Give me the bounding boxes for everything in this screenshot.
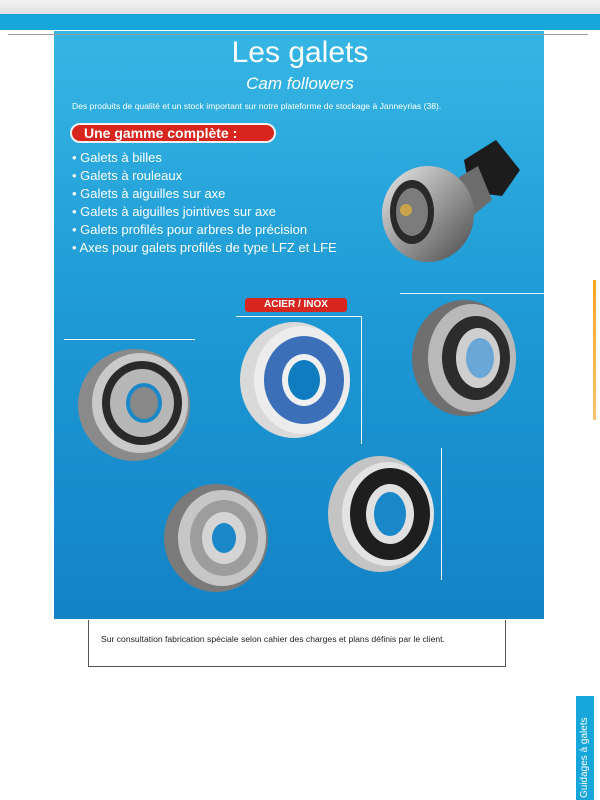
list-item: • Galets profilés pour arbres de précision bbox=[72, 222, 308, 237]
list-item: • Axes pour galets profilés de type LFZ et LFE bbox=[72, 240, 337, 255]
side-section-label: Guidages à galets bbox=[579, 717, 590, 798]
product-list bbox=[72, 149, 337, 257]
top-rule bbox=[8, 34, 588, 35]
guide-line bbox=[236, 316, 362, 317]
page-subtitle: Cam followers bbox=[246, 74, 354, 93]
top-blue-bar bbox=[0, 14, 600, 30]
footer-note: Sur consultation fabrication spéciale selon cahier des charges et plans définis par le client. bbox=[101, 634, 445, 644]
list-item: • Galets à rouleaux bbox=[72, 168, 183, 183]
list-item: • Galets à aiguilles sur axe bbox=[72, 186, 226, 201]
stud-cam-follower-image bbox=[368, 130, 528, 270]
list-item: • Galets à billes bbox=[72, 150, 162, 165]
bearing-image bbox=[238, 320, 358, 442]
bearing-image bbox=[326, 452, 442, 574]
guide-line bbox=[64, 339, 195, 340]
intro-text: Des produits de qualité et un stock important sur notre plateforme de stockage à Janneyrias (38). bbox=[72, 101, 442, 111]
page-title: Les galets bbox=[231, 36, 369, 69]
guide-line bbox=[361, 316, 362, 444]
side-accent bbox=[593, 280, 596, 420]
material-tag: ACIER / INOX bbox=[245, 298, 347, 312]
guide-line bbox=[400, 293, 544, 294]
range-heading: Une gamme complète : bbox=[70, 123, 276, 143]
bearing-image bbox=[160, 478, 278, 596]
bearing-image bbox=[408, 296, 528, 420]
list-item: • Galets à aiguilles jointives sur axe bbox=[72, 204, 276, 219]
bearing-image bbox=[74, 345, 194, 465]
